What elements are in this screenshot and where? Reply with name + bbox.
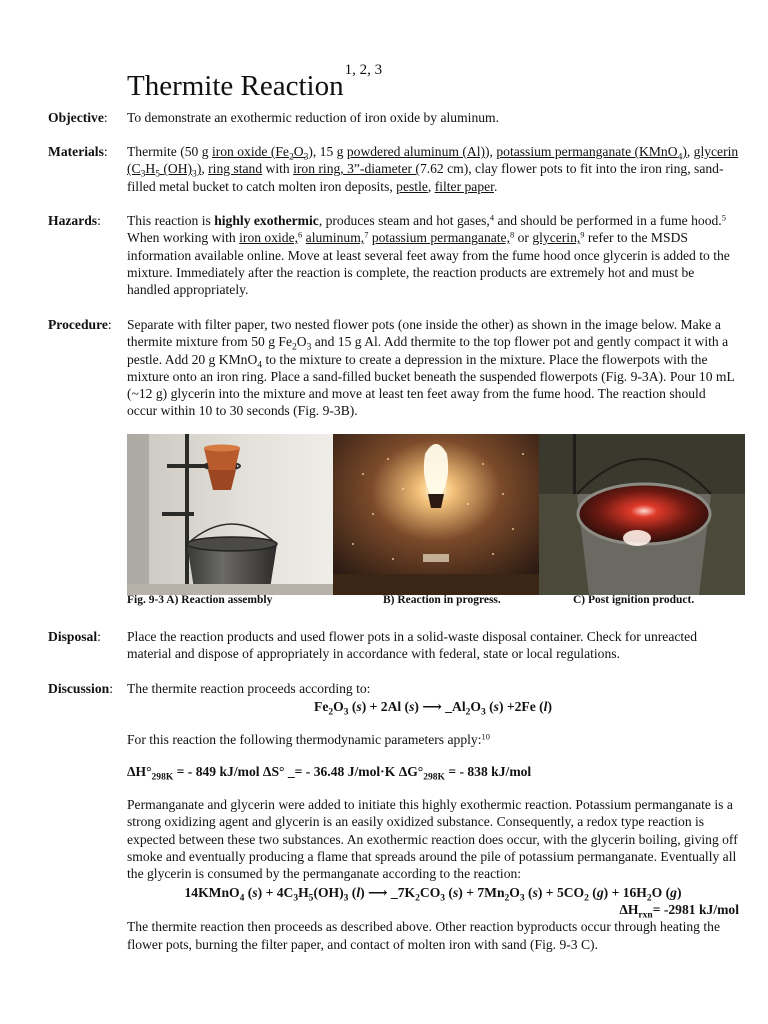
- thermo-parameters: $\Delta H^\circ_{298K}$ = - 849 kJ/mol ΔS° _= - 36.48 J/mol·K $\Delta G^\circ_{298K}$ = - 838 kJ/mol: [127, 763, 532, 783]
- reaction-assembly-image: [127, 434, 333, 595]
- reaction-in-progress-image: [333, 434, 539, 595]
- objective-text: To demonstrate an exothermic reduction of iron oxide by aluminum.: [127, 110, 500, 125]
- page-title: [127, 62, 383, 104]
- figure-photos: [127, 434, 745, 595]
- caption-c: C) Post ignition product.: [573, 594, 695, 606]
- procedure-label: Procedure:: [48, 317, 112, 332]
- disposal-text: Place the reaction products and used flower pots in a solid-waste disposal container. Check for unreacted material and dispose of appropriately in accordance with federal, state or local regulations.: [127, 629, 698, 662]
- reaction-enthalpy: $\Delta H_{rxn}= -2981$ kJ/mol: [619, 901, 739, 921]
- caption-a: Fig. 9-3 A) Reaction assembly: [127, 594, 273, 606]
- title-text: Thermite Reaction: [127, 70, 344, 102]
- photo-reaction-in-progress: [333, 434, 539, 595]
- post-ignition-image: [539, 434, 745, 595]
- photo-post-ignition-product: [539, 434, 745, 595]
- thermite-equation: $Fe_2O_3$ (s) + 2Al (s) ⟶ $\_Al_2O_3$ (s) +2Fe (l): [314, 699, 552, 718]
- redox-equation: 14KMnO$_4$ $(s) + 4C_3H_5(OH)_3$ (l) ⟶ $\_7K_2CO_3$ $(s) + 7Mn_2O_3$ $(s) + 5CO_2$ $(g) + 16H_2O$ (g): [184, 884, 682, 903]
- objective-label: Objective:: [48, 110, 108, 125]
- caption-b: B) Reaction in progress.: [383, 594, 501, 606]
- discussion-intro: The thermite reaction proceeds according to:: [127, 681, 371, 696]
- discussion-final: The thermite reaction then proceeds as described above. Other reaction byproducts occur through heating the flower pots, burning the filter paper, and contact of molten iron with sand (Fig. 9-3 C).: [127, 919, 720, 952]
- materials-label: Materials:: [48, 144, 108, 159]
- title-references: 1, 2, 3: [344, 62, 383, 78]
- procedure-text: Separate with filter paper, two nested flower pots (one inside the other) as shown in the image below. Make a thermite mixture from 50 g $Fe_2O_3$ and 15 g Al. Add thermite to the top flower pot and gently compact it with a pestle. Add 20 g KMnO$_4$ to the mixture to create a depression in the mixture. Place the flowerpots with the mixture onto an iron ring. Place a sand-filled bucket beneath the suspended flowerpots (Fig. 9-3A). Pour 10 mL (~12 g) glycerin into the mixture and move at least ten feet away from the fume hood. The reaction should occur within 10 to 30 seconds (Fig. 9-3B).: [127, 317, 735, 419]
- hazards-label: Hazards:: [48, 213, 101, 228]
- disposal-label: Disposal:: [48, 629, 101, 644]
- photo-reaction-assembly: [127, 434, 333, 595]
- hazards-text: This reaction is highly exothermic, produces steam and hot gases,$^4$ and should be performed in a fume hood.$^5$ When working with iron oxide,$^6$ aluminum,$^7$ potassium permanganate,$^8$ or glycerin,$^9$ refer to the MSDS information available online. Move at least several feet away from the fume hood once glycerin is added to the mixture. Immediately after the reaction is complete, the reaction products are extremely hot and must be handled appropriately.: [127, 212, 730, 298]
- params-line: For this reaction the following thermodynamic parameters apply:$^{10}$: [127, 730, 490, 747]
- discussion-paragraph: Permanganate and glycerin were added to initiate this highly exothermic reaction. Potassium permanganate is a strong oxidizing agent and glycerin is an easily oxidized substance. Consequently, a redox type reaction is expected between these two substances. An exothermic reaction does occur, with the glycerin boiling, giving off smoke and eventually producing a flame that spreads around the pile of potassium permanganate. Eventually all the glycerin is consumed by the permanganate according to the reaction:: [127, 797, 738, 882]
- discussion-label: Discussion:: [48, 681, 113, 696]
- discussion-body: [127, 680, 739, 953]
- materials-text: Thermite (50 g iron oxide $(Fe_2O_3)$, 15 g powdered aluminum (Al)), potassium permanganate (KMnO$_4$), glycerin ($C_3H_5$ $(OH)_3$), ring stand with iron ring, 3”-diameter (7.62 cm), clay flower pots to fit into the iron ring, sand-filled metal bucket to catch molten iron deposits, pestle, filter paper.: [127, 144, 739, 194]
